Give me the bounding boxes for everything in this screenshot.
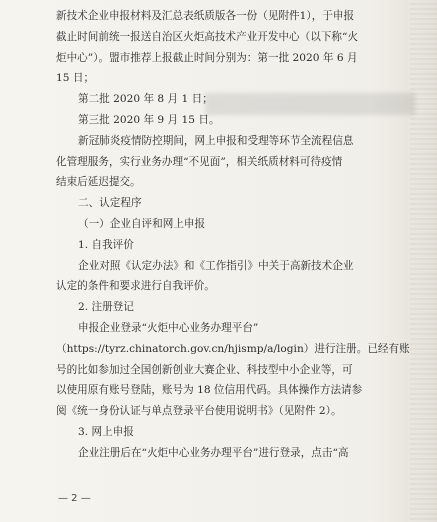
text-line: 化管理服务，实行业务办理“不见面”，相关纸质材料可待疫情 — [56, 155, 343, 168]
text-line: 15 日； — [56, 72, 95, 85]
item-heading: 3. 网上申报 — [78, 425, 134, 438]
page-edge-shadow — [410, 0, 437, 522]
text-line: 第三批 2020 年 9 月 15 日。 — [78, 113, 220, 126]
text-line: 申报企业登录“火炬中心业务办理平台” — [78, 321, 259, 334]
text-line: 以使用原有账号登陆，账号为 18 位信用代码。具体操作方法请参 — [56, 384, 363, 397]
text-line: 结束后延迟提交。 — [56, 176, 141, 189]
url-line: （https://tyrz.chinatorch.gov.cn/hjismp/a/login）进行注册。已经有账 — [56, 342, 410, 355]
item-heading: 2. 注册登记 — [78, 301, 134, 314]
subsection-heading: （一）企业自评和网上申报 — [78, 217, 206, 230]
text-line: 认定的条件和要求进行自我评价。 — [56, 280, 215, 293]
section-heading: 二、认定程序 — [78, 197, 142, 210]
text-line: 新冠肺炎疫情防控期间，网上申报和受理等环节全流程信息 — [78, 134, 354, 147]
text-line: 号的比如参加过全国创新创业大赛企业、科技型中小企业等，可 — [56, 363, 353, 376]
page-number: — 2 — — [58, 493, 91, 504]
text-line: 第二批 2020 年 8 月 1 日； — [78, 93, 213, 106]
text-line: 企业对照《认定办法》和《工作指引》中关于高新技术企业 — [78, 259, 354, 272]
text-line: 阅《统一身份认证与单点登录平台使用说明书》（见附件 2）。 — [56, 405, 342, 418]
text-line: 炬中心”）。盟市推荐上报截止时间分别为：第一批 2020 年 6 月 — [56, 51, 358, 64]
item-heading: 1. 自我评价 — [78, 238, 134, 251]
text-line: 企业注册后在“火炬中心业务办理平台”进行登录，点击“高 — [78, 446, 349, 459]
document-body — [56, 6, 410, 464]
text-line: 截止时间前统一报送自治区火炬高技术产业开发中心（以下称“火 — [56, 30, 359, 43]
text-line: 新技术企业申报材料及汇总表纸质版各一份（见附件1），于申报 — [56, 10, 355, 22]
